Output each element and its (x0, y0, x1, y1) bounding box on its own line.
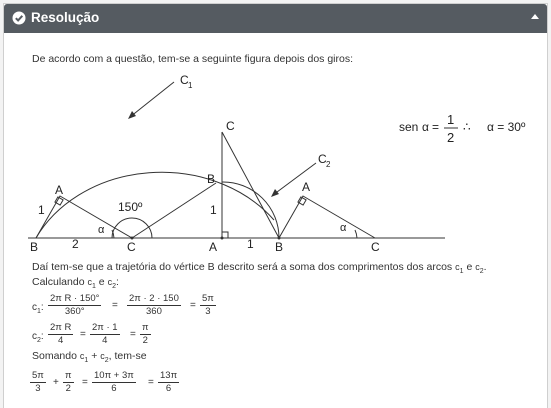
label-a2: A (209, 240, 218, 254)
length-vertical: 1 (210, 203, 217, 217)
eq3-frac-4: $\frac{13\pi}{6}$ (160, 370, 178, 394)
sine-formula (399, 112, 526, 145)
svg-text:2: 2 (447, 130, 455, 145)
label-b1: B (30, 240, 39, 254)
alpha-label-1: α (98, 224, 105, 236)
arc-c1 (36, 172, 274, 238)
trajectory-text: Daí tem-se que a trajetória do vértice B descrito será a soma dos comprimentos dos arcos $c_1$ e $c_2$. (32, 261, 487, 276)
arrow-c2-head (271, 189, 279, 197)
eq1-frac-2: $\frac{2\pi \cdot 2 \cdot 150}{360}$ (129, 293, 179, 317)
alpha-label-2: α (340, 222, 347, 234)
label-b3: B (275, 240, 284, 254)
eq3-frac-1: $\frac{5\pi}{3}$ (32, 370, 44, 394)
triangle-3 (279, 196, 375, 238)
label-c-right: C (371, 240, 380, 254)
label-c1: C (180, 73, 189, 87)
eq2-label: $c_2$: (32, 331, 44, 344)
segment-c-b (132, 183, 216, 238)
svg-text:2: 2 (326, 160, 331, 169)
arc-c2 (222, 182, 279, 238)
calculating-text: Calculando $c_1$ e $c_2$: (32, 276, 119, 291)
arrow-c1-head (128, 111, 136, 119)
label-a1: A (55, 183, 64, 197)
label-a3: A (302, 180, 311, 194)
angle-150-arc (112, 218, 152, 238)
angle-150-label: 150º (118, 200, 143, 214)
svg-text:1: 1 (447, 112, 455, 127)
svg-text:∴: ∴ (463, 120, 471, 134)
length-ab: 1 (38, 203, 45, 217)
svg-text:α: α (422, 120, 429, 134)
length-ab2: 1 (247, 237, 254, 251)
summing-text: Somando $c_1 + c_2$, tem-se (32, 350, 147, 365)
svg-text:sen: sen (399, 120, 419, 134)
svg-text:α = 30º: α = 30º (487, 120, 526, 134)
eq1-frac-3: $\frac{5\pi}{3}$ (202, 293, 214, 317)
svg-text:=: = (432, 120, 440, 134)
segment-c-b2 (222, 132, 279, 238)
eq1-label: $c_1$: (32, 302, 44, 315)
alpha-arc-2 (355, 230, 357, 238)
arrow-c1 (130, 82, 174, 117)
intro-text: De acordo com a questão, tem-se a seguinte figura depois dos giros: (32, 53, 354, 65)
eq1-frac-1: $\frac{\text{2π R · 150°}}{360^\circ}$ (50, 293, 100, 317)
eq2-frac-3: $\frac{\pi}{2}$ (142, 322, 149, 346)
eq3-frac-2: $\frac{\pi}{2}$ (65, 370, 72, 394)
eq2-frac-1: $\frac{\text{2π R}}{4}$ (50, 322, 72, 346)
label-c2: C (318, 152, 327, 166)
eq3-frac-3: $\frac{10\pi + 3\pi}{6}$ (94, 370, 134, 394)
panel-title: Resolução (31, 10, 100, 25)
eq2-frac-2: $\frac{2\pi \cdot 1}{4}$ (92, 322, 118, 346)
label-c-top: C (226, 119, 235, 133)
label-b2: B (207, 172, 216, 186)
label-c-mid: C (127, 240, 136, 254)
length-bc: 2 (72, 237, 79, 251)
svg-text:1: 1 (188, 81, 193, 90)
